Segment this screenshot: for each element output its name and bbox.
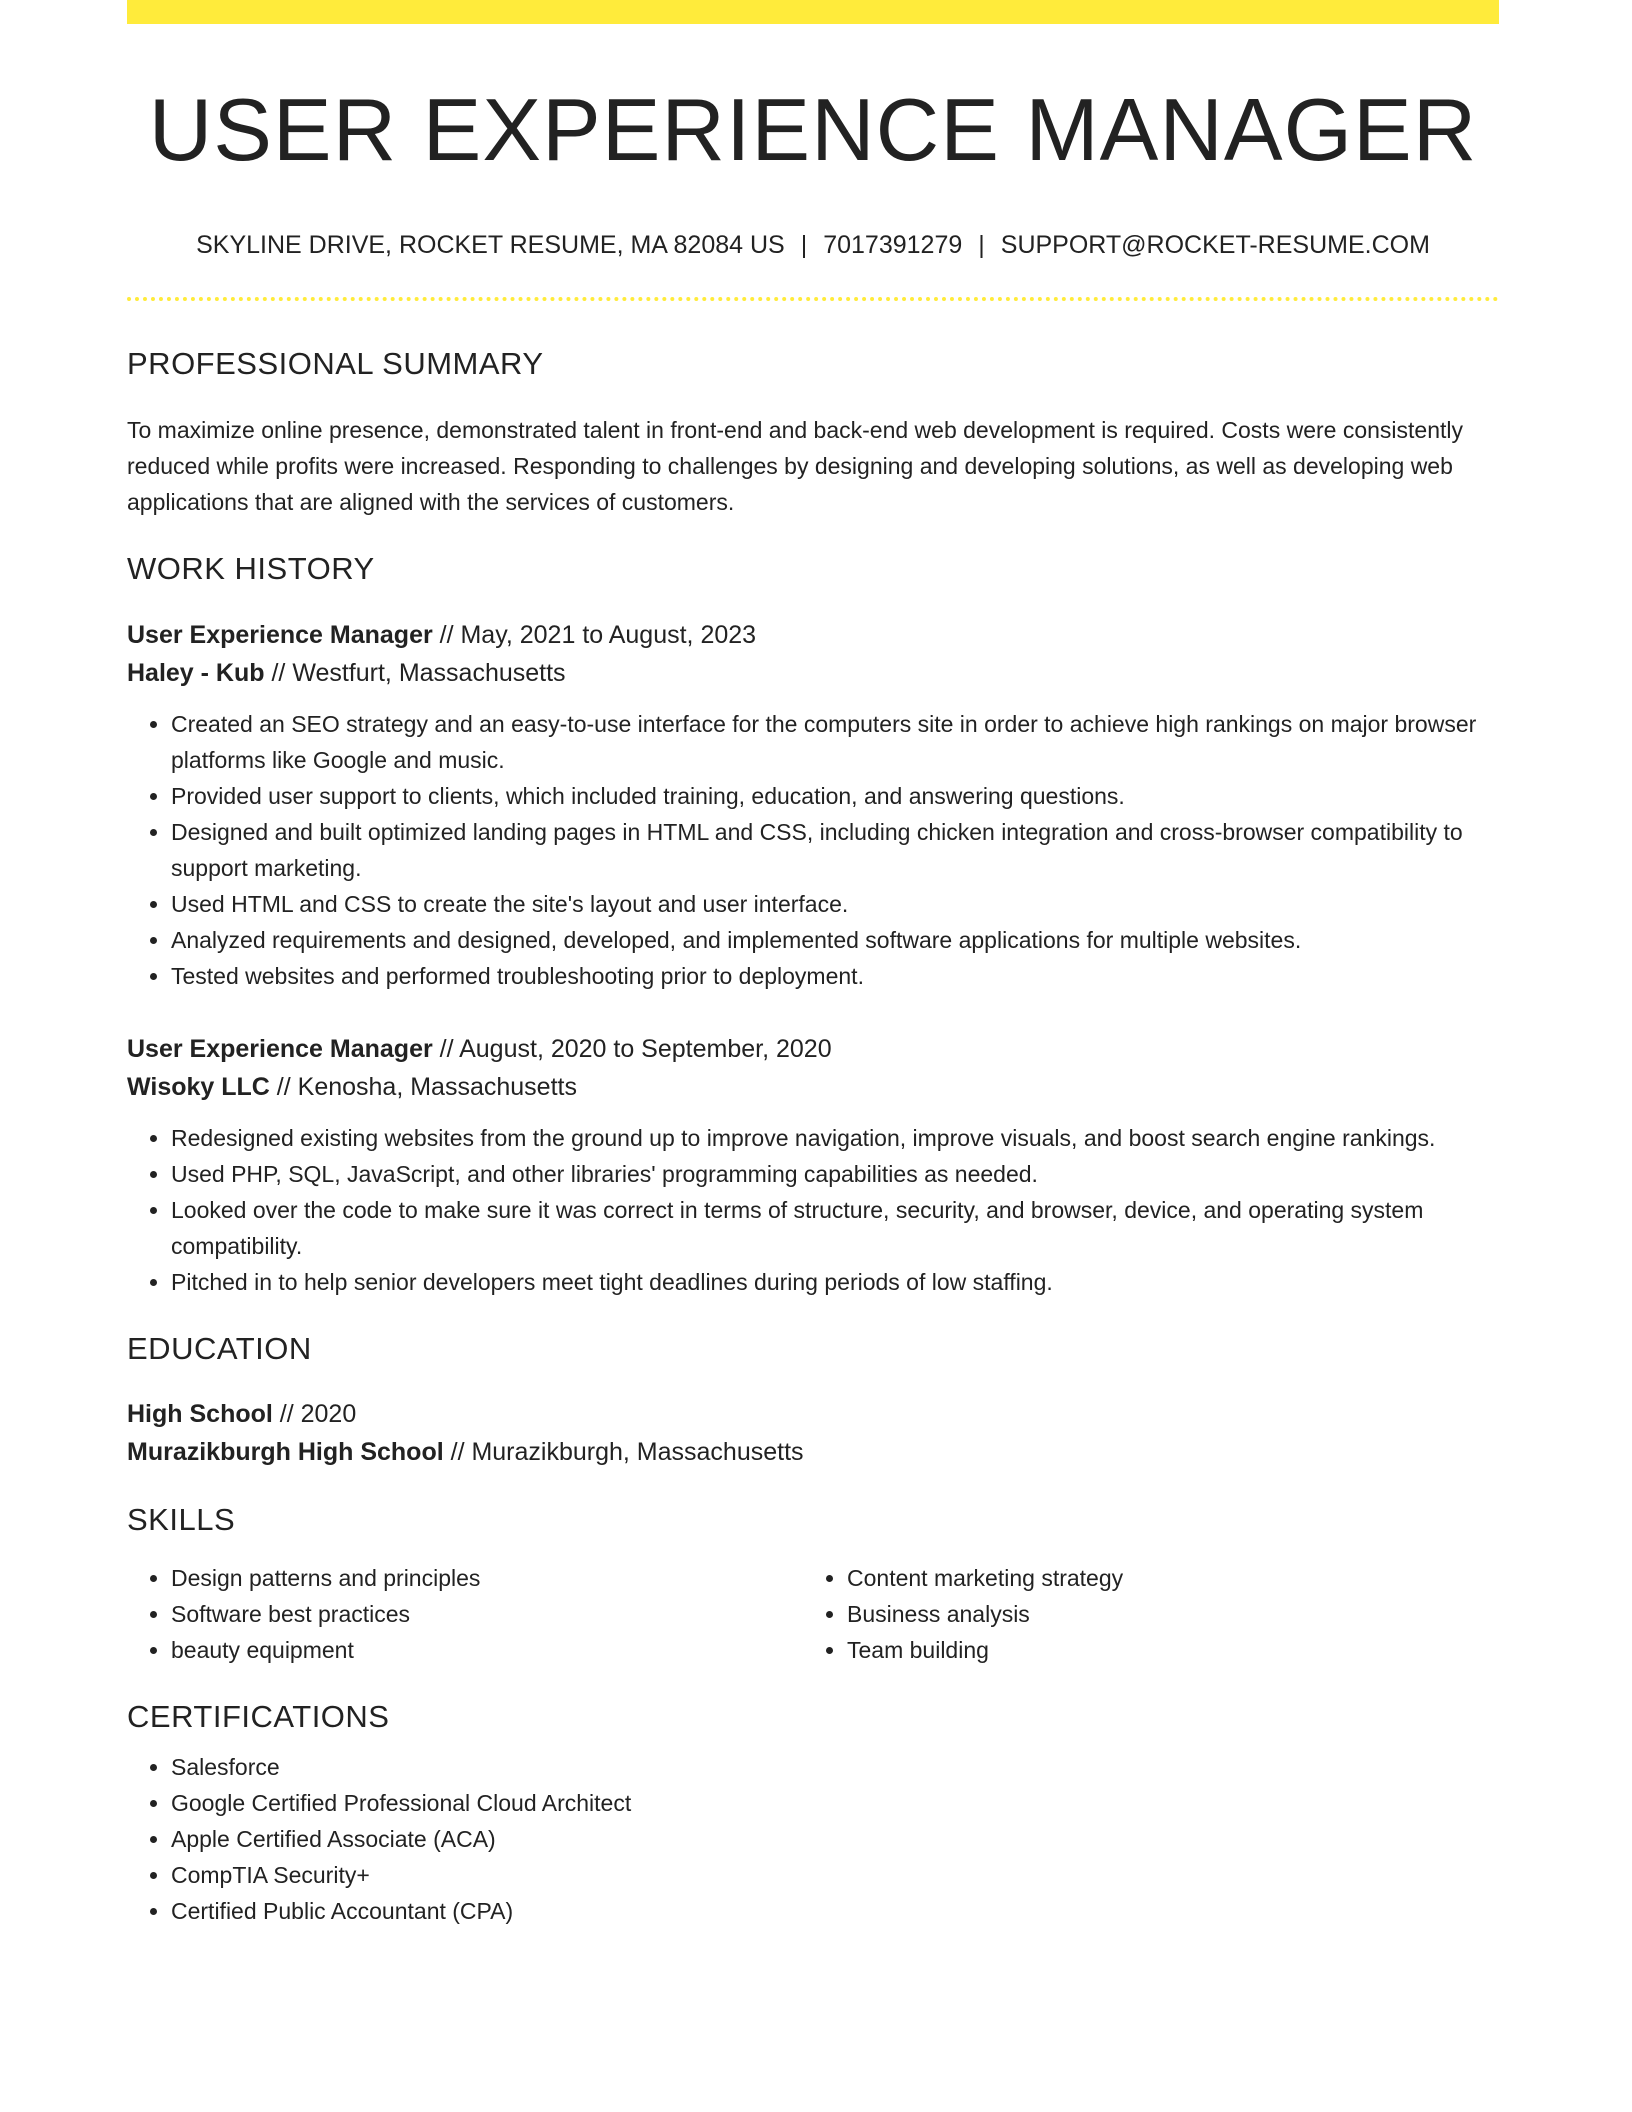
contact-line	[127, 229, 1499, 262]
job-bullets	[127, 706, 1499, 994]
list-item: • Used HTML and CSS to create the site's layout and user interface.	[171, 886, 1499, 922]
list-item: • Used PHP, SQL, JavaScript, and other libraries' programming capabilities as needed.	[171, 1156, 1499, 1192]
job-entry	[127, 1030, 1499, 1300]
job-company-line	[127, 654, 1499, 692]
job-location: // Westfurt, Massachusetts	[264, 658, 566, 687]
list-item: • Salesforce	[171, 1749, 1499, 1785]
job-dates: // August, 2020 to September, 2020	[432, 1034, 832, 1063]
list-item: • Tested websites and performed troubleshooting prior to deployment.	[171, 958, 1499, 994]
list-item: • Google Certified Professional Cloud Architect	[171, 1785, 1499, 1821]
list-item: • Certified Public Accountant (CPA)	[171, 1893, 1499, 1929]
job-title-line	[127, 616, 1499, 654]
skills-grid	[127, 1560, 1499, 1668]
list-item: • Team building	[847, 1632, 1479, 1668]
list-item: • Apple Certified Associate (ACA)	[171, 1821, 1499, 1857]
job-company-line	[127, 1068, 1499, 1106]
dotted-divider	[127, 297, 1499, 301]
job-entry	[127, 616, 1499, 994]
work-history-section	[127, 550, 1499, 1299]
work-history-heading: WORK HISTORY	[127, 551, 375, 587]
job-company: Wisoky LLC	[127, 1072, 270, 1101]
list-item: • Content marketing strategy	[847, 1560, 1479, 1596]
list-item: • Business analysis	[847, 1596, 1479, 1632]
list-item: • Created an SEO strategy and an easy-to-use interface for the computers site in order to achieve high rankings on major browser platforms like Google and music.	[171, 706, 1499, 778]
list-item: • Provided user support to clients, which included training, education, and answering questions.	[171, 778, 1499, 814]
job-bullets	[127, 1120, 1499, 1300]
contact-email: SUPPORT@ROCKET-RESUME.COM	[1000, 230, 1430, 259]
list-item: • Redesigned existing websites from the ground up to improve navigation, improve visuals, and boost search engine rankings.	[171, 1120, 1499, 1156]
skills-right-column	[803, 1560, 1479, 1668]
summary-text: To maximize online presence, demonstrated talent in front-end and back-end web development is required. Costs were consistently reduced while profits were increased. Responding to challenges by designing and developing solutions, as well as developing web applications that are aligned with the services of customers.	[127, 417, 1463, 516]
job-company: Haley - Kub	[127, 658, 265, 687]
education-school-line	[127, 1433, 1499, 1471]
job-title-line	[127, 1030, 1499, 1068]
education-location: // Murazikburgh, Massachusetts	[443, 1437, 804, 1466]
contact-separator: |	[978, 230, 985, 259]
page-title: USER EXPERIENCE MANAGER	[148, 80, 1478, 179]
certifications-list	[127, 1749, 1499, 1929]
education-degree: High School	[127, 1399, 273, 1428]
resume-page	[127, 0, 1499, 1929]
contact-phone: 7017391279	[823, 230, 963, 259]
job-location: // Kenosha, Massachusetts	[269, 1072, 577, 1101]
list-item: • Pitched in to help senior developers meet tight deadlines during periods of low staffing.	[171, 1264, 1499, 1300]
education-year: // 2020	[272, 1399, 357, 1428]
list-item: • Design patterns and principles	[171, 1560, 803, 1596]
certifications-heading: CERTIFICATIONS	[127, 1699, 390, 1735]
job-role: User Experience Manager	[127, 1034, 433, 1063]
education-degree-line	[127, 1395, 1499, 1433]
list-item: • Looked over the code to make sure it was correct in terms of structure, security, and browser, device, and operating system compatibility.	[171, 1192, 1499, 1264]
list-item: • Analyzed requirements and designed, developed, and implemented software applications for multiple websites.	[171, 922, 1499, 958]
skills-heading: SKILLS	[127, 1501, 236, 1537]
list-item: • Designed and built optimized landing pages in HTML and CSS, including chicken integration and cross-browser compatibility to support marketing.	[171, 814, 1499, 886]
contact-separator: |	[800, 230, 808, 259]
contact-address: SKYLINE DRIVE, ROCKET RESUME, MA 82084 US	[196, 230, 785, 259]
list-item: • beauty equipment	[171, 1632, 803, 1668]
job-role: User Experience Manager	[127, 620, 433, 649]
summary-heading: PROFESSIONAL SUMMARY	[127, 346, 544, 382]
skills-section	[127, 1501, 1499, 1668]
education-school: Murazikburgh High School	[127, 1437, 444, 1466]
list-item: • CompTIA Security+	[171, 1857, 1499, 1893]
education-section	[127, 1330, 1499, 1471]
job-dates: // May, 2021 to August, 2023	[432, 620, 757, 649]
top-accent-bar	[127, 0, 1499, 24]
skills-left-column	[127, 1560, 803, 1668]
education-heading: EDUCATION	[127, 1330, 312, 1366]
list-item: • Software best practices	[171, 1596, 803, 1632]
certifications-section	[127, 1698, 1499, 1929]
